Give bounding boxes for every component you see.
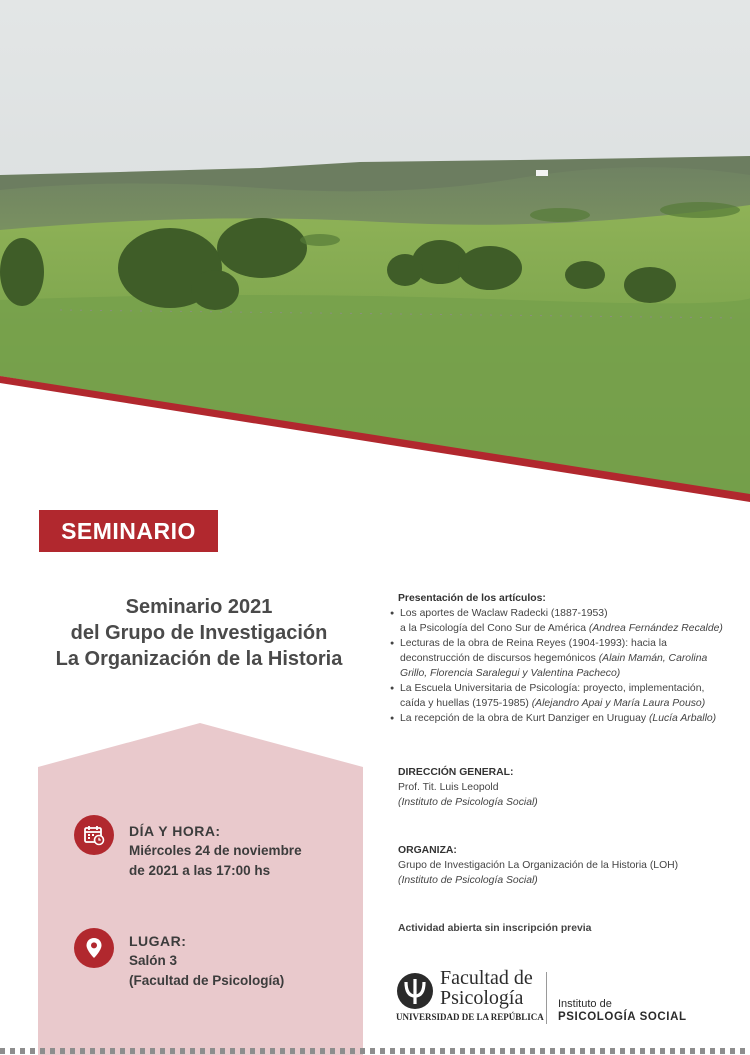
organiza-name: Grupo de Investigación La Organización de la Historia (LOH): [398, 860, 679, 871]
faculty-name-line-2: Psicología: [440, 987, 524, 1009]
direction-heading: DIRECCIÓN GENERAL:: [398, 767, 514, 778]
calendar-icon: [74, 815, 114, 855]
article-authors: (Alejandro Apai y María Laura Pouso): [531, 698, 706, 709]
seminar-title: [40, 594, 358, 672]
schedule-block: [129, 821, 302, 881]
institution-logo: [396, 968, 716, 1028]
article-text: Los aportes de Waclaw Radecki (1887-1953): [400, 608, 608, 619]
organiza-heading: ORGANIZA:: [398, 845, 457, 856]
article-item: [392, 606, 723, 636]
article-item: [392, 711, 723, 726]
seminario-badge: SEMINARIO: [39, 510, 218, 552]
pink-info-panel: [38, 723, 363, 1055]
institute-line-2: PSICOLOGÍA SOCIAL: [558, 1011, 687, 1023]
article-authors: (Lucía Arballo): [648, 713, 717, 724]
title-line-2: del Grupo de Investigación: [70, 622, 328, 644]
article-text: a la Psicología del Cono Sur de América: [400, 623, 589, 634]
article-authors: Grillo, Florencia Saralegui y Valentina Pacheco): [400, 668, 621, 679]
article-text: La Escuela Universitaria de Psicología: proyecto, implementación,: [400, 683, 705, 694]
organiza-section: [392, 843, 678, 888]
schedule-line-2: de 2021 a las 17:00 hs: [129, 863, 271, 878]
title-line-3: La Organización de la Historia: [55, 648, 343, 670]
location-pin-icon: [74, 928, 114, 968]
direction-institute: (Instituto de Psicología Social): [398, 797, 538, 808]
article-item: [392, 636, 723, 681]
logo-divider: [546, 972, 547, 1024]
location-label: LUGAR:: [129, 933, 187, 949]
article-text: deconstrucción de discursos hegemónicos: [400, 653, 599, 664]
institute-line-1: Instituto de: [558, 998, 612, 1010]
direction-name: Prof. Tit. Luis Leopold: [398, 782, 499, 793]
article-authors: (Alain Mamán, Carolina: [598, 653, 708, 664]
article-authors: (Andrea Fernández Recalde): [588, 623, 723, 634]
location-line-2: (Facultad de Psicología): [129, 973, 285, 988]
faculty-name-line-1: Facultad de: [440, 967, 533, 989]
article-text: Lecturas de la obra de Reina Reyes (1904-1993): hacia la: [400, 638, 667, 649]
schedule-label: DÍA Y HORA:: [129, 823, 221, 839]
title-line-1: Seminario 2021: [125, 596, 273, 618]
landscape-photo: [0, 0, 750, 510]
articles-heading: Presentación de los artículos:: [398, 593, 546, 604]
bottom-dashed-border: [0, 1048, 750, 1054]
articles-section: [392, 591, 723, 726]
location-line-1: Salón 3: [129, 953, 178, 968]
article-text: La recepción de la obra de Kurt Danziger en Uruguay: [400, 713, 649, 724]
direction-section: [392, 765, 538, 810]
open-activity-note: Actividad abierta sin inscripción previa: [398, 923, 592, 934]
organiza-institute: (Instituto de Psicología Social): [398, 875, 538, 886]
location-block: [129, 931, 284, 991]
article-item: [392, 681, 723, 711]
article-text: caída y huellas (1975-1985): [400, 698, 532, 709]
psi-logo-icon: [396, 972, 434, 1010]
university-name: UNIVERSIDAD DE LA REPÚBLICA: [396, 1012, 544, 1022]
schedule-line-1: Miércoles 24 de noviembre: [129, 843, 302, 858]
